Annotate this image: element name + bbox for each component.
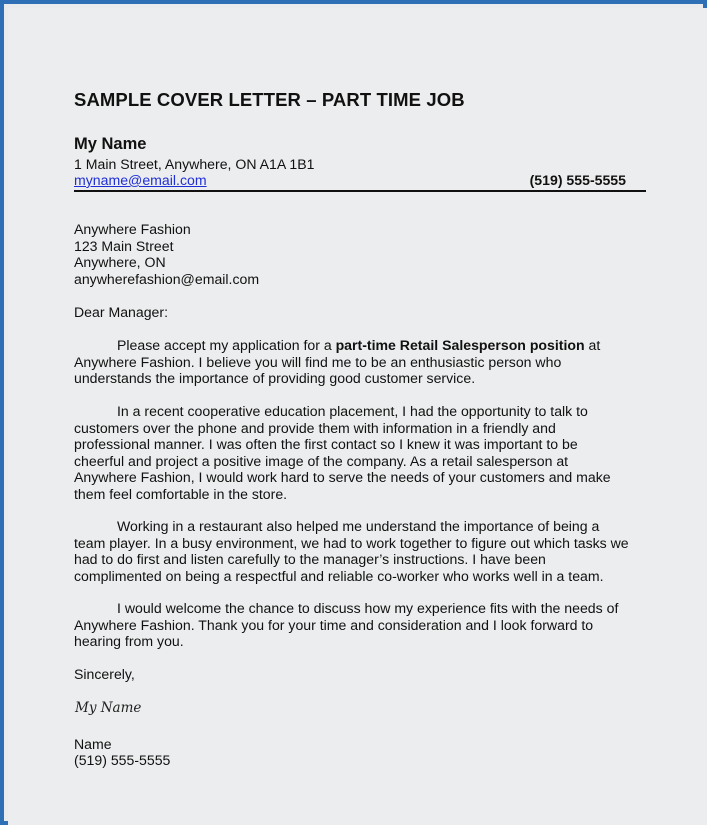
sender-phone: (519) 555-5555 [529,172,626,188]
recipient-block [74,221,259,287]
paragraph-2-text: In a recent cooperative education placement, I had the opportunity to talk to customers over the phone and provide them with information in a friendly and professional manner. I was often the first contact so I knew it was important to be cheerful and project a positive image of the company. As a retail salesperson at Anywhere Fashion, I would work hard to serve the needs of your customers and make them feel comfortable in the store. [74,403,611,502]
signoff-name: Name [74,736,112,752]
paragraph-1-intro: Please accept my application for a [117,337,336,353]
letter-page [8,8,707,825]
sender-name: My Name [74,135,147,153]
sender-email-link[interactable]: myname@email.com [74,172,207,188]
closing: Sincerely, [74,666,135,682]
salutation: Dear Manager: [74,304,169,320]
body-paragraph-3 [74,518,630,584]
paragraph-4-text: I would welcome the chance to discuss how my experience fits with the needs of Anywhere Fashion. Thank you for your time and consideration and I look forward to hearing from you. [74,600,619,649]
recipient-street: 123 Main Street [74,237,174,254]
recipient-email: anywherefashion@email.com [74,270,260,287]
recipient-city: Anywhere, ON [74,254,166,270]
sender-contact-row [74,172,646,192]
recipient-company: Anywhere Fashion [74,221,191,237]
position-title: part-time Retail Salesperson position [335,337,585,353]
signoff-phone: (519) 555-5555 [74,752,171,768]
document-title: SAMPLE COVER LETTER – PART TIME JOB [74,89,465,110]
body-paragraph-2 [74,403,630,502]
body-paragraph-4 [74,600,630,650]
body-paragraph-1 [74,337,630,387]
paragraph-3-text: Working in a restaurant also helped me understand the importance of being a team player. In a busy environment, we had to work together to figure out which tasks we had to do first and listen carefully to the manager’s instructions. I have been complimented on being a respectful and reliable co-worker who works well in a team. [74,518,629,584]
sender-address: 1 Main Street, Anywhere, ON A1A 1B1 [74,156,315,172]
paragraph-1-rest: at Anywhere Fashion. I believe you will find me to be an enthusiastic person who understands the importance of providing good customer service. [74,337,601,386]
signature: My Name [75,700,142,716]
